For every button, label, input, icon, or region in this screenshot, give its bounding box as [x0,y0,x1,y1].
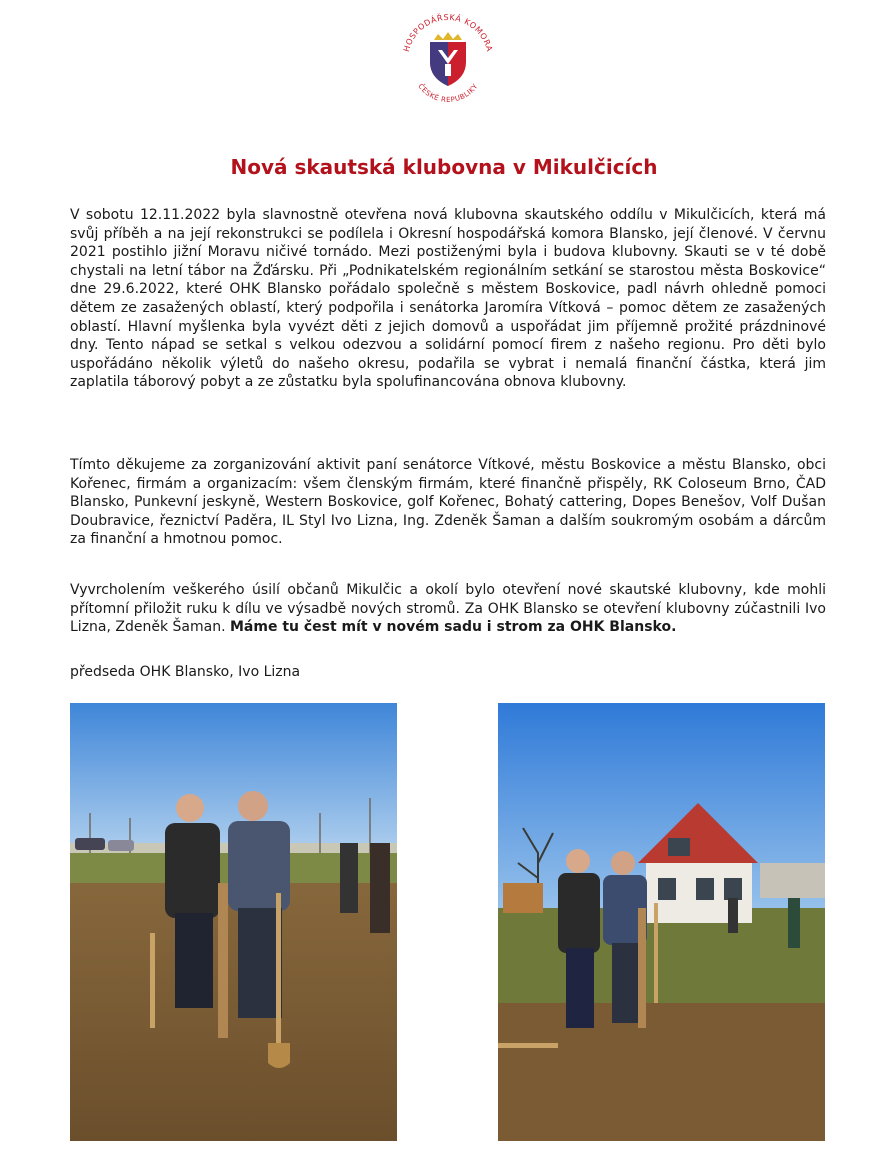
photo-tree-planting-left [70,703,397,1141]
paragraph-culmination-bold: Máme tu čest mít v novém sadu i strom za OHK Blansko. [229,619,677,636]
signature: předseda OHK Blansko, Ivo Lizna [70,664,301,680]
paragraph-culmination [70,581,826,637]
chamber-logo [394,6,502,114]
article-title: Nová skautská klubovna v Mikulčicích [230,155,658,179]
paragraph-story: V sobotu 12.11.2022 byla slavnostně otevřena nová klubovna skautského oddílu v Mikulčicích, která má svůj příběh a na její rekonstrukci se podílela i Okresní hospodářská komora Blansko, její členové. V červnu 2021 postihlo jižní Moravu ničivé tornádo. Mezi postiženými byla i budova klubovny. Skauti se v té době chystali na letní tábor na Žďársku. Při „Podnikatelském regionálním setkání se starostou města Boskovice“ dne 29.6.2022, které OHK Blansko pořádalo společně s městem Boskovice, padl návrh ohledně pomoci dětem ze zasažených oblastí, který podpořila i senátorka Jaromíra Vítková – pomoc dětem ze zasažených oblastí. Hlavní myšlenka byla vyvézt děti z jejich domovů a uspořádat jim příjemně prožité prázdninové dny. Tento nápad se setkal s velkou odezvou a solidární pomocí firem z našeho regionu. Pro děti bylo uspořádáno několik výletů do našeho okresu, podařila se vybrat i nemalá finanční částka, která jim zaplatila táborový pobyt a ze zůstatku byla spolufinancována obnova klubovny. [70,207,826,391]
logo-ring-bottom: ČESKÉ REPUBLIKY [416,82,480,105]
photo-clubhouse [498,703,825,1141]
paragraph-culmination-text: Vyvrcholením veškerého úsilí občanů Mikulčic a okolí bylo otevření nové skautské klubovny, kde mohli přítomní přiložit ruku k dílu ve výsadbě nových stromů. Za OHK Blansko se otevření klubovny zúčastnili Ivo Lizna, Zdeněk Šaman. [70,582,826,636]
logo-ring-top: HOSPODÁŘSKÁ KOMORA [401,12,495,53]
paragraph-thanks: Tímto děkujeme za zorganizování aktivit paní senátorce Vítkové, městu Boskovice a městu Blansko, obci Kořenec, firmám a organizacím: všem členským firmám, které finančně přispěly, RK Coloseum Brno, ČAD Blansko, Punkevní jeskyně, Western Boskovice, golf Kořenec, Bohatý cattering, Dopes Benešov, Volf Dušan Doubravice, řeznictví Paděra, IL Styl Ivo Lizna, Ing. Zdeněk Šaman a dalším soukromým osobám a dárcům za finanční a hmotnou pomoc. [70,457,826,548]
